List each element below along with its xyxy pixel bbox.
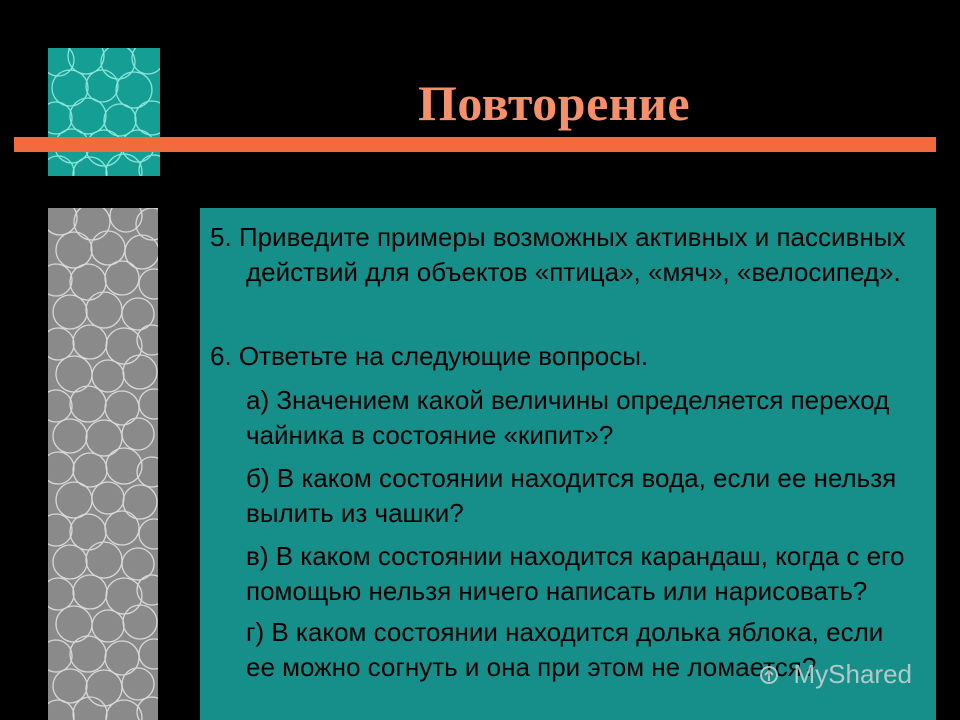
item-b-line-2: вылить из чашки? — [246, 498, 464, 528]
item-d-line-2: ее можно согнуть и она при этом не ломается? — [246, 652, 817, 682]
title-underline-bar — [14, 137, 936, 152]
question-panel — [200, 208, 936, 720]
question-5-line-2: действий для объектов «птица», «мяч», «велосипед». — [246, 257, 901, 287]
item-a-line-1: а) Значением какой величины определяется переход — [246, 385, 890, 415]
question-6-heading: 6. Ответьте на следующие вопросы. — [210, 341, 649, 371]
watermark — [758, 659, 912, 690]
question-6-item-b — [246, 461, 920, 531]
circle-pattern-graphic — [48, 208, 158, 720]
item-a-line-2: чайника в состояние «кипит»? — [246, 420, 614, 450]
item-b-line-1: б) В каком состоянии находится вода, если ее нельзя — [246, 463, 897, 493]
watermark-text: MyShared — [793, 659, 912, 689]
question-5-line-1: 5. Приведите примеры возможных активных и пассивных — [210, 222, 906, 252]
item-c-line-2: помощью нельзя ничего написать или нарисовать? — [246, 576, 868, 606]
question-6-item-a — [246, 383, 920, 453]
myshared-logo-icon — [758, 659, 787, 689]
circle-pattern-graphic — [48, 48, 160, 176]
gray-circle-pattern — [48, 208, 158, 720]
item-d-line-1: г) В каком состоянии находится долька яблока, если — [246, 617, 884, 647]
item-c-line-1: в) В каком состоянии находится карандаш, когда с его — [246, 541, 905, 571]
teal-circle-pattern — [48, 48, 160, 176]
question-6-item-c — [246, 539, 920, 609]
question-5 — [210, 220, 922, 290]
slide-title: Повторение — [418, 75, 691, 131]
